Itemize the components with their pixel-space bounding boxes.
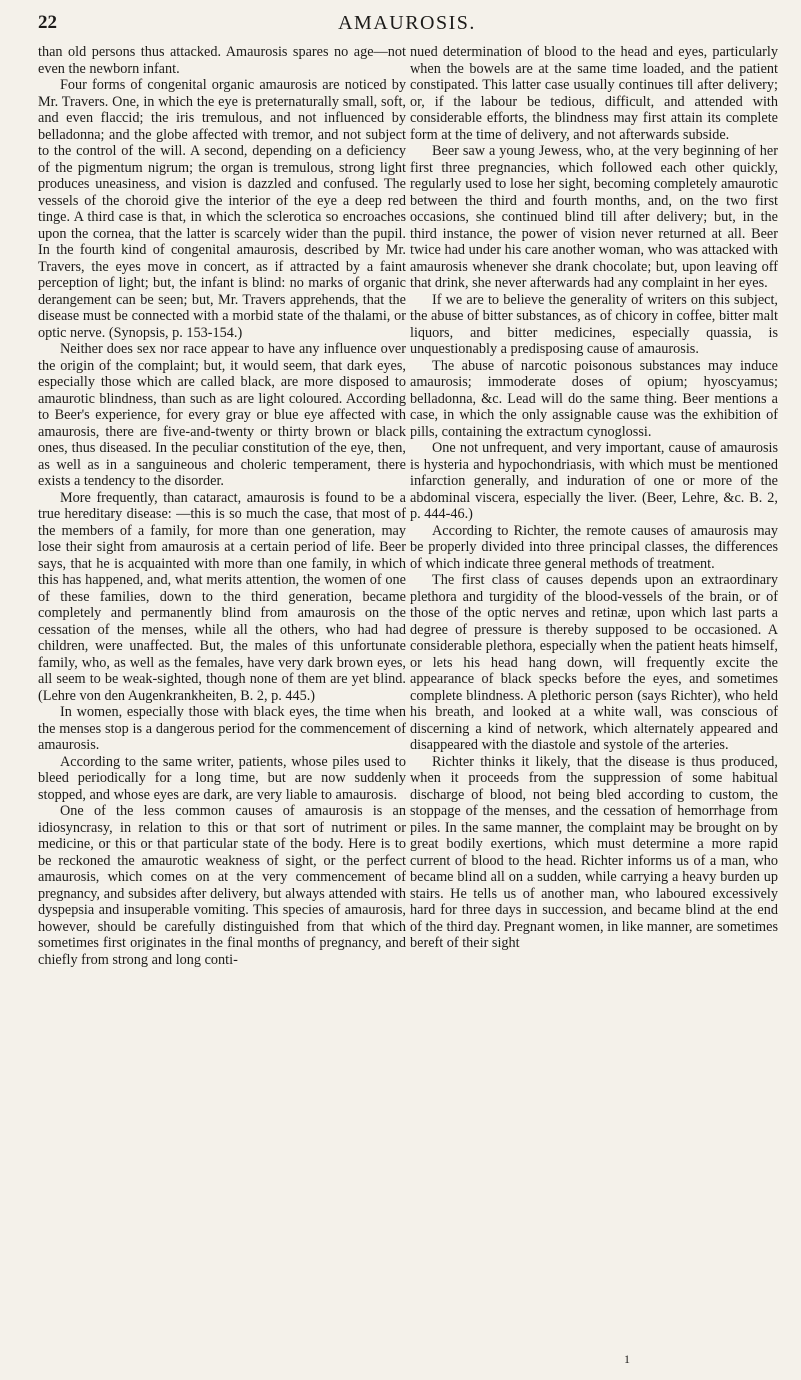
paragraph: If we are to believe the generality of writers on this subject, the abuse of bitter substances, as of chicory in coffee, bitter malt liquors, and bitter medicines, especially quassia, is unquestionably a predisposing cause of amaurosis. [410, 291, 778, 357]
paragraph: According to the same writer, patients, whose piles used to bleed periodically for a long time, but are now suddenly stopped, and whose eyes are dark, are very liable to amaurosis. [38, 753, 406, 803]
paragraph: One of the less common causes of amaurosis is an idiosyncrasy, in relation to this or that sort of nutriment or medicine, or this or that particular state of the body. Here is to be reckoned the amaurotic weakness of sight, or the perfect amaurosis, which comes on at the very commencement of pregnancy, and subsides after delivery, but always attended with dyspepsia and insuperable vomiting. This species of amaurosis, however, should be carefully distinguished from that which sometimes first originates in the final months of pregnancy, and chiefly from strong and long conti- [38, 803, 406, 968]
paragraph: Four forms of congenital organic amaurosis are noticed by Mr. Travers. One, in which the eye is preternaturally small, soft, and even flaccid; the iris tremulous, and not influenced by belladonna; and the globe affected with tremor, and not subject to the control of the will. A second, depending on a deficiency of the pigmentum nigrum; the organ is tremulous, strong light produces uneasiness, and vision is dazzled and confused. The vessels of the choroid give the interior of the eye a deep red tinge. A third case is that, in which the sclerotica so encroaches upon the cornea, that the latter is scarcely wider than the pupil. In the fourth kind of congenital amaurosis, described by Mr. Travers, the eyes move in concert, as if attracted by a faint perception of light; but, the infant is blind: no marks of organic derangement can be seen; but, Mr. Travers apprehends, that the disease must be connected with a morbid state of the thalami, or optic nerve. (Synopsis, p. 153-154.) [38, 77, 406, 341]
left-column [38, 44, 406, 968]
paragraph: The first class of causes depends upon an extraordinary plethora and turgidity of the blood-vessels of the brain, or of those of the optic nerves and retinæ, upon which last parts a degree of pressure is thereby supposed to be occasioned. A considerable plethora, especially when the patient heats himself, or lets his head hang down, will frequently excite the appearance of black specks before the eyes, and sometimes complete blindness. A plethoric person (says Richter), who held his breath, and looked at a white wall, was conscious of discerning a kind of network, which alternately appeared and disappeared with the diastole and systole of the arteries. [410, 572, 778, 753]
paragraph: More frequently, than cataract, amaurosis is found to be a true hereditary disease: —this is so much the case, that most of the members of a family, for more than one generation, may lose their sight from amaurosis at a certain period of life. Beer says, that he is acquainted with more than one family, in which this has happened, and, what merits attention, the women of one of these families, down to the third generation, became completely and permanently blind from amaurosis on the cessation of the menses, while all the others, who had had children, were unaffected. But, the males of this unfortunate family, who, as well as the females, have very dark brown eyes, all seem to be weak-sighted, though none of them are yet blind. (Lehre von den Augenkrankheiten, B. 2, p. 445.) [38, 489, 406, 704]
right-column [410, 44, 778, 952]
paragraph: The abuse of narcotic poisonous substances may induce amaurosis; immoderate doses of opium; hyoscyamus; belladonna, &c. Lead will do the same thing. Beer mentions a case, in which the only assignable cause was the exhibition of pills, containing the extractum cynoglossi. [410, 357, 778, 440]
paragraph: One not unfrequent, and very important, cause of amaurosis is hysteria and hypochondriasis, with which must be mentioned infarction generally, and induration of one or more of the abdominal viscera, especially the liver. (Beer, Lehre, &c. B. 2, p. 444-46.) [410, 440, 778, 522]
page-number: 22 [38, 12, 57, 33]
paragraph: Richter thinks it likely, that the disease is thus produced, when it proceeds from the suppression of some habitual discharge of blood, not being bled according to custom, the stoppage of the menses, and the cessation of hemorrhage from piles. In the same manner, the complaint may be brought on by great bodily exertions, which must determine a more rapid current of blood to the head. Richter informs us of a man, who became blind all on a sudden, while carrying a heavy burden up stairs. He tells us of another man, who laboured excessively hard for three days in succession, and became blind at the end of the third day. Pregnant women, in like manner, are sometimes bereft of their sight [410, 753, 778, 951]
paragraph: In women, especially those with black eyes, the time when the menses stop is a dangerous period for the commencement of amaurosis. [38, 704, 406, 753]
paragraph: nued determination of blood to the head and eyes, particularly when the bowels are at the same time loaded, and the patient constipated. This latter case usually continues till after delivery; or, if the labour be tedious, difficult, and attended with considerable efforts, the blindness may first attain its complete form at the time of delivery, and not afterwards subside. [410, 44, 778, 143]
paragraph: Beer saw a young Jewess, who, at the very beginning of her first three pregnancies, which followed each other quickly, regularly used to lose her sight, becoming completely amaurotic between the third and fourth months, and, on the two first occasions, she continued blind till after delivery; but, in the third instance, the power of vision never returned at all. Beer twice had under his care another woman, who was attacked with amaurosis whenever she drank chocolate; but, upon leaving off that drink, she never afterwards had any complaint in her eyes. [410, 143, 778, 291]
running-title: AMAUROSIS. [338, 12, 476, 34]
paragraph: According to Richter, the remote causes of amaurosis may be properly divided into three principal classes, the differences of which indicate three general methods of treatment. [410, 522, 778, 572]
paragraph: than old persons thus attacked. Amaurosis spares no age—not even the newborn infant. [38, 44, 406, 77]
paragraph: Neither does sex nor race appear to have any influence over the origin of the complaint; but, it would seem, that dark eyes, especially those which are called black, are more disposed to amaurotic blindness, than such as are light coloured. According to Beer's experience, for every gray or blue eye affected with amaurosis, there are five-and-twenty or thirty brown or black ones, thus diseased. In the peculiar constitution of the eye, then, as well as in a sanguineous and choleric temperament, there exists a tendency to the disorder. [38, 341, 406, 489]
signature-mark: 1 [624, 1352, 630, 1366]
page-header [38, 12, 776, 40]
